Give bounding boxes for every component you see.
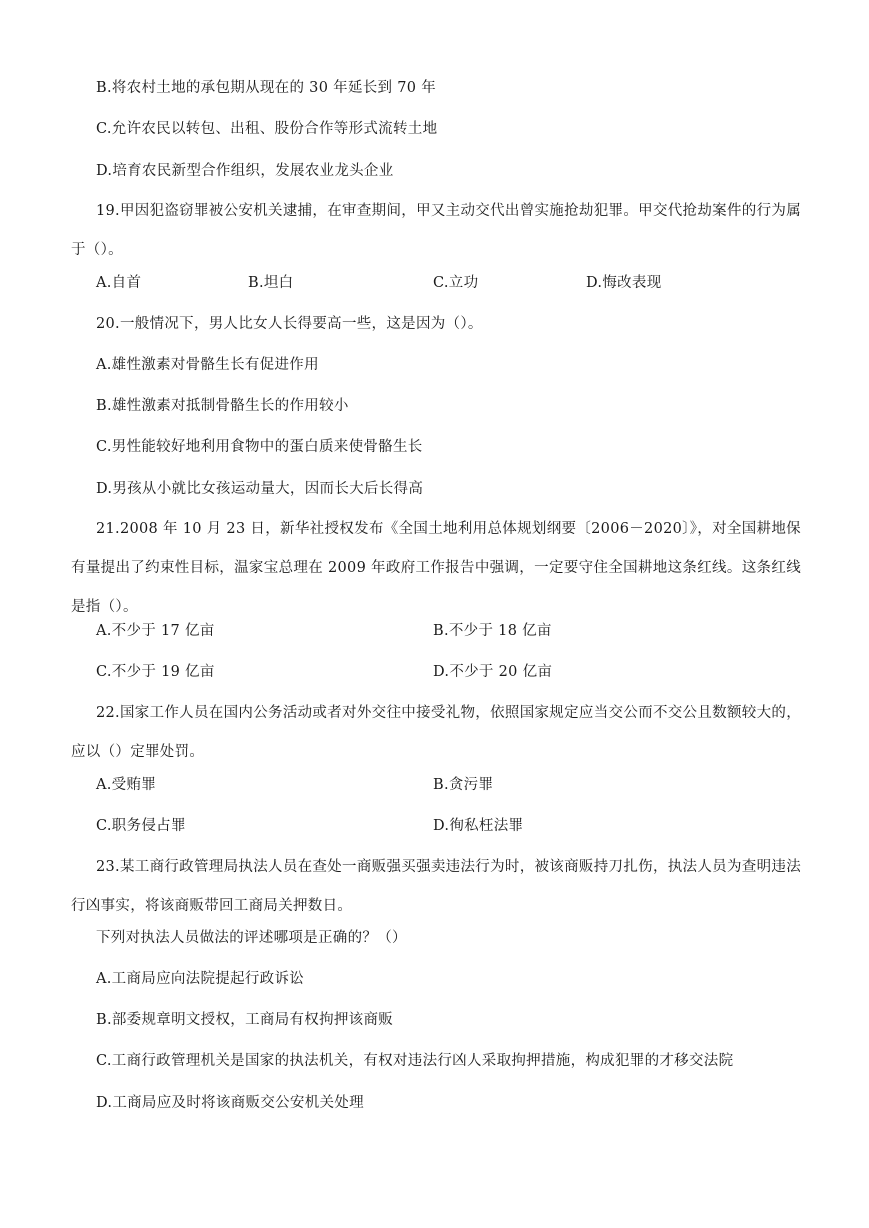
q21-option-d: D.不少于 20 亿亩 [433, 664, 553, 680]
q23-question: 下列对执法人员做法的评述哪项是正确的？（） [96, 930, 407, 946]
q21-option-a: A.不少于 17 亿亩 [96, 623, 215, 639]
q20-stem: 20.一般情况下，男人比女人长得要高一些，这是因为（）。 [96, 316, 483, 332]
q18-option-d: D.培育农民新型合作组织，发展农业龙头企业 [96, 163, 394, 179]
q23-stem: 23.某工商行政管理局执法人员在查处一商贩强买强卖违法行为时，被该商贩持刀扎伤，执法人员为查明违法行凶事实，将该商贩带回工商局关押数日。 [71, 859, 801, 914]
q19-option-c: C.立功 [433, 275, 479, 291]
q23-option-c: C.工商行政管理机关是国家的执法机关，有权对违法行凶人采取拘押措施，构成犯罪的才移交法院 [96, 1053, 734, 1069]
q22-option-d: D.徇私枉法罪 [433, 818, 524, 834]
q22-stem: 22.国家工作人员在国内公务活动或者对外交往中接受礼物，依照国家规定应当交公而不交公且数额较大的，应以（）定罪处罚。 [71, 705, 801, 760]
q19-option-b: B.坦白 [248, 275, 294, 291]
q20-option-a: A.雄性激素对骨骼生长有促进作用 [96, 357, 319, 373]
q18-option-c: C.允许农民以转包、出租、股份合作等形式流转土地 [96, 121, 438, 137]
q21-option-c: C.不少于 19 亿亩 [96, 664, 215, 680]
q22-option-a: A.受贿罪 [96, 777, 157, 793]
q23-option-d: D.工商局应及时将该商贩交公安机关处理 [96, 1095, 364, 1111]
q18-option-b: B.将农村土地的承包期从现在的 30 年延长到 70 年 [96, 80, 437, 96]
q23-option-a: A.工商局应向法院提起行政诉讼 [96, 971, 305, 987]
q21-option-b: B.不少于 18 亿亩 [433, 623, 552, 639]
q19-stem: 19.甲因犯盗窃罪被公安机关逮捕，在审查期间，甲又主动交代出曾实施抢劫犯罪。甲交代抢劫案件的行为属于（）。 [71, 203, 801, 258]
q23-option-b: B.部委规章明文授权，工商局有权拘押该商贩 [96, 1012, 394, 1028]
q20-option-d: D.男孩从小就比女孩运动量大，因而长大后长得高 [96, 481, 424, 497]
q21-stem: 21.2008 年 10 月 23 日，新华社授权发布《全国土地利用总体规划纲要〔2006－2020〕》，对全国耕地保有量提出了约束性目标，温家宝总理在 2009 年政府工作报告中强调，一定要守住全国耕地这条红线。这条红线是指（）。 [71, 521, 801, 615]
q22-option-c: C.职务侵占罪 [96, 818, 186, 834]
q20-option-c: C.男性能较好地利用食物中的蛋白质来使骨骼生长 [96, 439, 423, 455]
q19-option-a: A.自首 [96, 275, 142, 291]
q22-option-b: B.贪污罪 [433, 777, 494, 793]
q19-option-d: D.悔改表现 [586, 275, 662, 291]
q20-option-b: B.雄性激素对抵制骨骼生长的作用较小 [96, 398, 349, 414]
